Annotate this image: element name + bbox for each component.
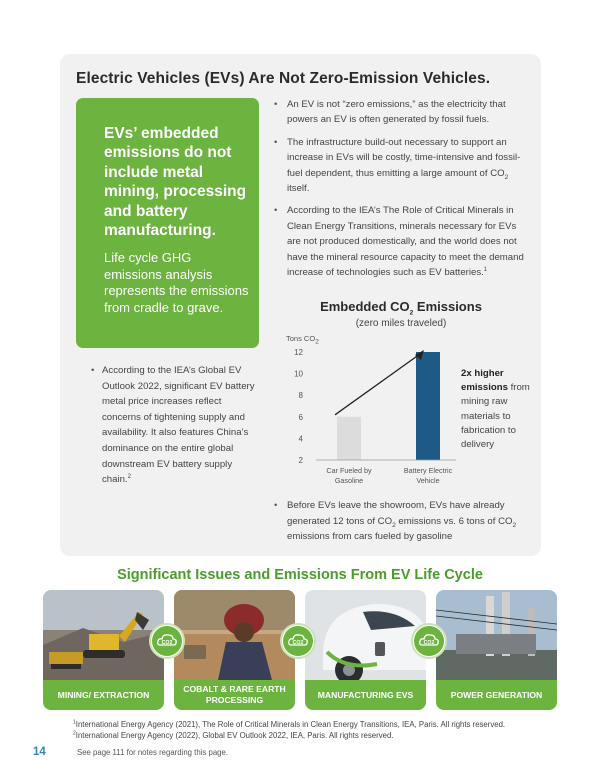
x-category-label: Car Fueled by xyxy=(326,466,372,475)
chart-y-axis-label: Tons $CO_2$ xyxy=(286,334,319,346)
stage-label: MANUFACTURING EVS xyxy=(305,680,426,710)
stage-label: COBALT & RARE EARTH PROCESSING xyxy=(174,680,295,710)
svg-text:CO2: CO2 xyxy=(161,640,173,646)
callout-headline: EVs’ embedded emissions do not include metal mining, processing and battery manufacturing. xyxy=(104,125,247,240)
panel-title: Electric Vehicles (EVs) Are Not Zero-Emission Vehicles. xyxy=(76,70,491,87)
bullet-zero-emissions: • An EV is not “zero emissions,” as the electricity that powers an EV is often generated by fossil fuels. xyxy=(274,97,524,128)
y-tick-label: 8 xyxy=(298,391,303,401)
svg-text:CO2: CO2 xyxy=(292,640,304,646)
bullet-infrastructure: • The infrastructure build-out necessary to support an increase in EVs will be costly, time-intensive and fossil-fuel dependent, thus emitting a large amount of $CO_2$ itself. xyxy=(274,135,524,197)
stage-manufacturing xyxy=(305,590,426,710)
electric-car-image xyxy=(305,590,426,680)
callout-body: Life cycle GHG emissions analysis represents the emissions from cradle to grave. xyxy=(104,250,249,315)
processing-worker-image xyxy=(174,590,295,680)
chart-title: Embedded $CO_2$ Emissions xyxy=(320,299,482,317)
section-title: Significant Issues and Emissions From EV Life Cycle xyxy=(117,567,483,583)
co2-cloud-icon xyxy=(149,623,185,659)
footnote-1: $^1$International Energy Agency (2021), The Role of Critical Minerals in Clean Energy Transitions, IEA, Paris. All rights reserved. xyxy=(73,719,506,729)
bullet-showroom: • Before EVs leave the showroom, EVs have already generated 12 tons of $CO_2$ emissions vs. 6 tons of $CO_2$ emissions from cars fueled by gasoline xyxy=(274,498,530,545)
bar-battery-electric xyxy=(416,352,440,460)
stage-processing xyxy=(174,590,295,710)
co2-cloud-icon xyxy=(411,623,447,659)
y-tick-label: 2 xyxy=(298,456,303,465)
x-category-label: Vehicle xyxy=(416,476,440,485)
trend-arrow-line xyxy=(335,354,420,415)
chart-annotation: 2x higher emissions from mining raw materials to fabrication to delivery xyxy=(461,368,530,451)
power-plant-image xyxy=(436,590,557,680)
stage-label: MINING/ EXTRACTION xyxy=(43,680,164,710)
embedded-emissions-chart xyxy=(276,340,466,490)
page-number: 14 xyxy=(33,746,46,758)
callout-card xyxy=(76,98,259,348)
bullet-critical-minerals: • According to the IEA’s The Role of Critical Minerals in Clean Energy Transitions, minerals necessary for EVs are not produced domestically, and the world does not have the mineral resource capacity to meet the demand increase of technologies such as EV batteries.$^1$ xyxy=(274,203,524,280)
y-tick-label: 12 xyxy=(294,348,303,357)
svg-text:CO2: CO2 xyxy=(423,640,435,646)
bar-gasoline xyxy=(337,417,361,460)
stage-power xyxy=(436,590,557,710)
mining-excavator-image xyxy=(43,590,164,680)
x-category-label: Battery Electric xyxy=(403,466,453,475)
y-tick-label: 4 xyxy=(298,434,303,444)
page-note: See page 111 for notes regarding this page. xyxy=(77,748,228,757)
bullet-battery-prices: • According to the IEA’s Global EV Outlook 2022, significant EV battery metal price increases reflect concerns of tightening supply and availability. It also features China’s dominance on the entire global downstream EV battery supply chain.$^2$ xyxy=(102,363,262,488)
y-tick-label: 10 xyxy=(294,369,303,379)
footnotes xyxy=(73,720,505,741)
stage-label: POWER GENERATION xyxy=(436,680,557,710)
chart-subtitle: (zero miles traveled) xyxy=(355,318,447,329)
life-cycle-stages xyxy=(43,590,557,710)
right-bullet-list xyxy=(274,97,524,287)
footnote-2: $^2$International Energy Agency (2022), Global EV Outlook 2022, IEA, Paris. All rights reserved. xyxy=(73,729,394,740)
y-tick-label: 6 xyxy=(298,412,303,422)
stage-mining xyxy=(43,590,164,710)
co2-cloud-icon xyxy=(280,623,316,659)
x-category-label: Gasoline xyxy=(334,476,364,485)
